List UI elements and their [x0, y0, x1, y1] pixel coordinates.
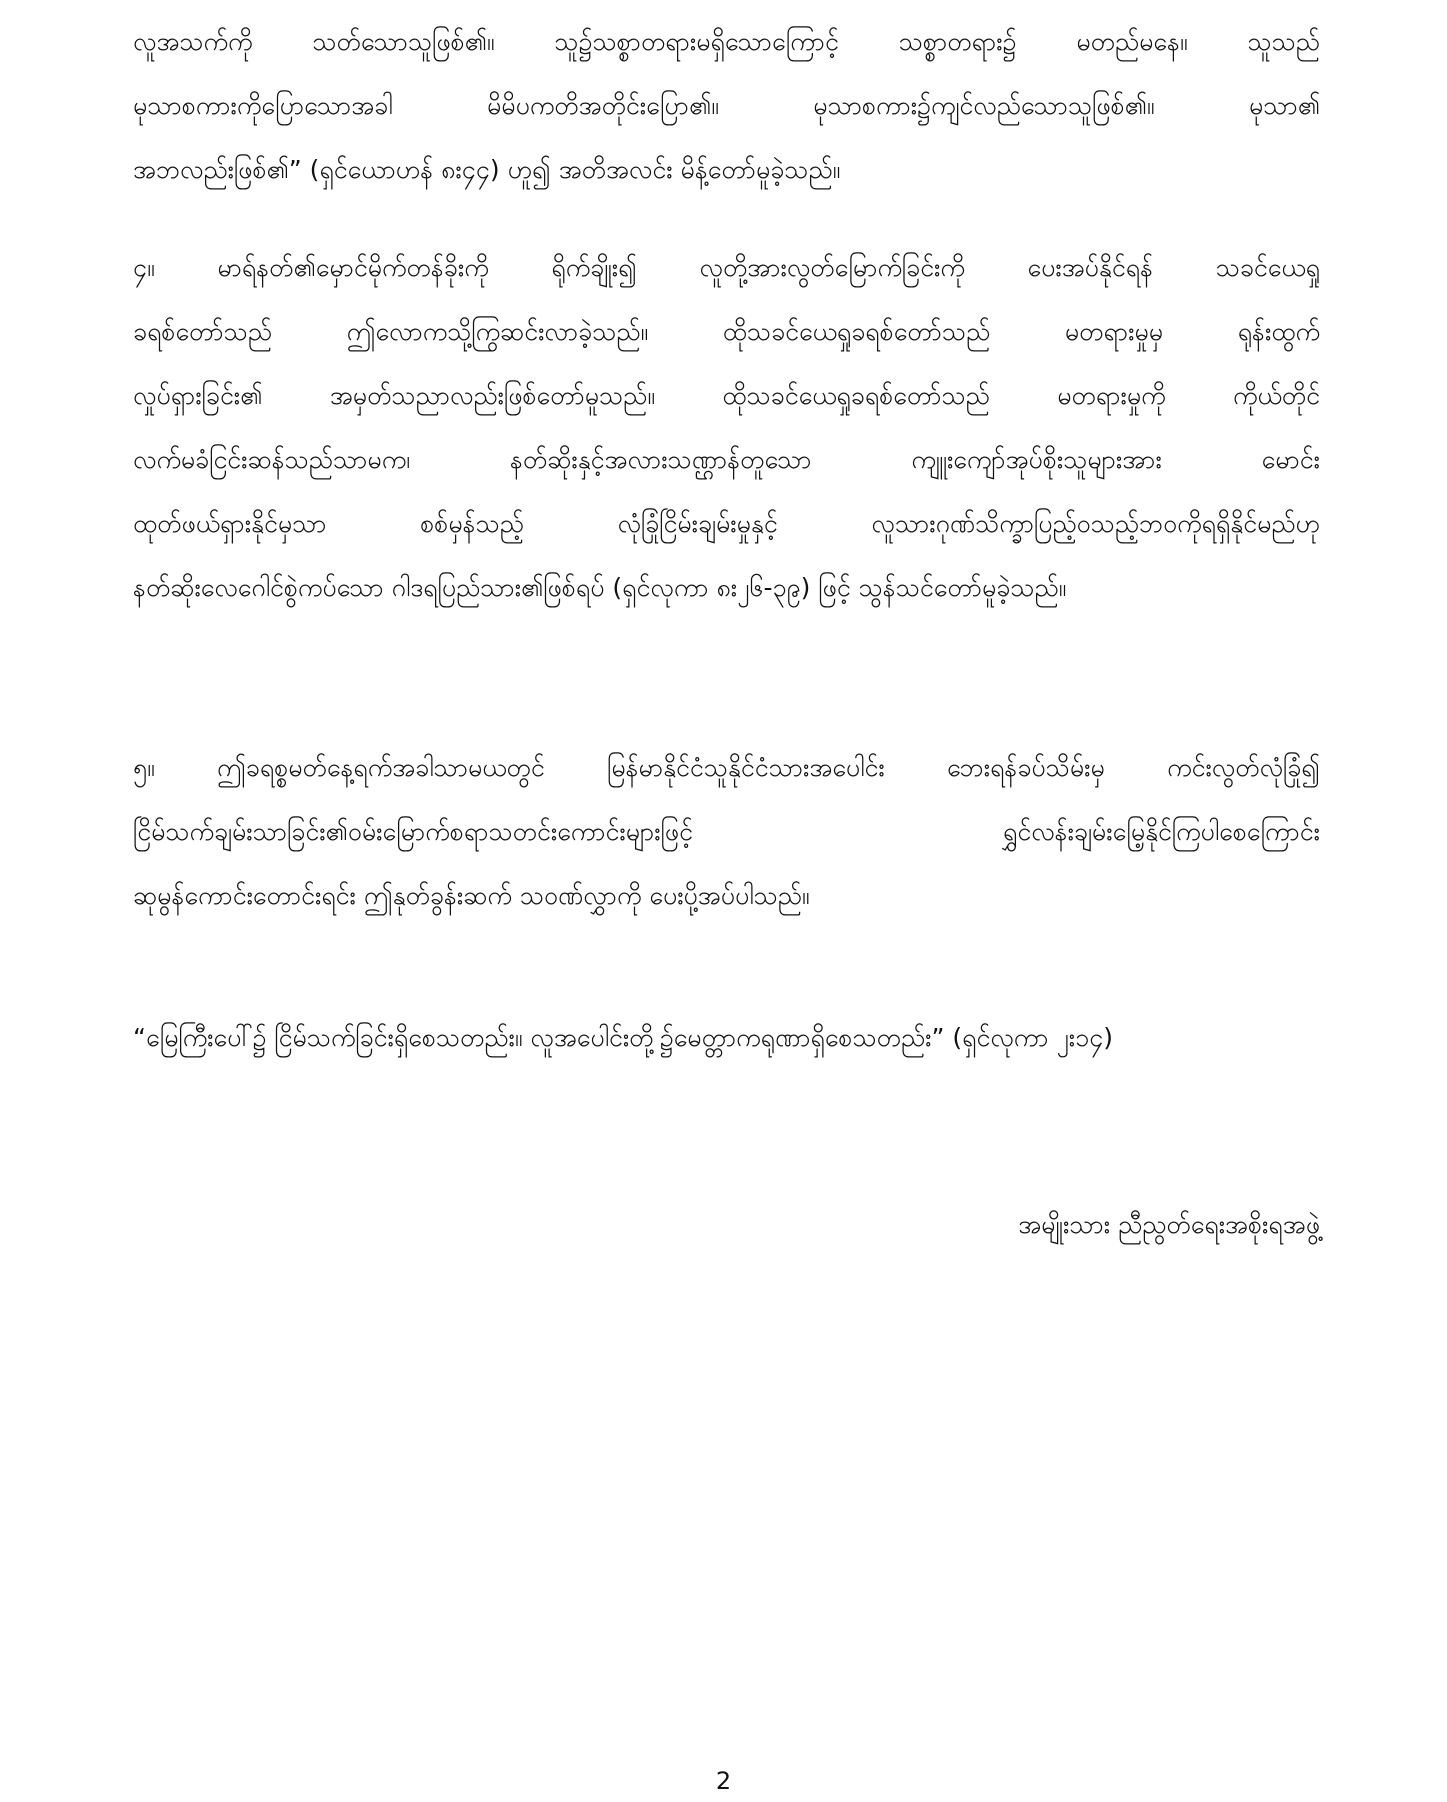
text-line: “မြေကြီးပေါ်၌ ငြိမ်သက်ခြင်းရှိစေသတည်း။ လူအပေါင်းတို့၌မေတ္တာကရုဏာရှိစေသတည်း” (ရှင်လုကာ ၂း၁၄) [133, 1023, 1114, 1052]
word: မုသာစကားကိုပြောသောအခါ [133, 91, 393, 120]
word: လှုပ်ရှားခြင်း၏ [133, 381, 263, 410]
text-line [133, 376, 1320, 416]
word: လုံခြုံငြိမ်းချမ်းမှုနှင့် [617, 509, 778, 538]
word: ထိုသခင်ယေရှုခရစ်တော်သည် [722, 381, 990, 410]
word: ငြိမ်သက်ချမ်းသာခြင်း၏ဝမ်းမြောက်စရာသတင်းကောင်းများဖြင့် [133, 817, 693, 846]
text-line: အဘလည်းဖြစ်၏” (ရှင်ယောဟန် ၈း၄၄) ဟူ၍ အတိအလင်း မိန့်တော်မူခဲ့သည်။ [133, 155, 841, 184]
word: လူတို့အားလွတ်မြောက်ခြင်းကို [699, 253, 965, 282]
word: ရုန်းထွက် [1237, 317, 1320, 346]
word: နတ်ဆိုးနှင့်အလားသဏ္ဌာန်တူသော [509, 445, 812, 474]
text-line [133, 312, 1320, 352]
word: ကိုယ်တိုင် [1233, 381, 1320, 410]
text-line [133, 504, 1320, 544]
word: သူ၌သစ္စာတရားမရှိသောကြောင့် [554, 27, 839, 56]
word: အမှတ်သညာလည်းဖြစ်တော်မူသည်။ [329, 381, 655, 410]
word: ထိုသခင်ယေရှုခရစ်တော်သည် [722, 317, 991, 346]
text-line [133, 22, 1320, 62]
word: လူအသက်ကို [133, 27, 253, 56]
word: မုသာစကား၌ကျင်လည်သောသူဖြစ်၏။ [813, 91, 1155, 120]
word: ထုတ်ဖယ်ရှားနိုင်မှသာ [133, 509, 327, 538]
word: စစ်မှန်သည့် [420, 509, 524, 538]
word: မတရားမှုမှ [1064, 317, 1164, 346]
word: လက်မခံငြင်းဆန်သည်သာမက၊ [133, 445, 411, 474]
word: ခရစ်တော်သည် [133, 317, 273, 346]
text-line [133, 248, 1320, 288]
text-line [133, 748, 1320, 788]
word: လူသားဂုဏ်သိက္ခာပြည့်ဝသည့်ဘဝကိုရရှိနိုင်မည်ဟု [871, 509, 1320, 538]
word: မာရ်နတ်၏မှောင်မိုက်တန်ခိုးကို [217, 253, 489, 282]
word: ကင်းလွတ်လုံခြုံ၍ [1167, 753, 1320, 782]
word: ပေးအပ်နိုင်ရန် [1027, 253, 1154, 282]
text-line: နတ်ဆိုးလေဂေါင်စွဲကပ်သော ဂါဒရပြည်သား၏ဖြစ်ရပ် (ရှင်လုကာ ၈း၂၆-၃၉) ဖြင့် သွန်သင်တော်မူခဲ့သည်။ [133, 573, 1067, 602]
text-line: ဆုမွန်ကောင်းတောင်းရင်း ဤနုတ်ခွန်းဆက် သဝဏ်လွှာကို ပေးပို့အပ်ပါသည်။ [133, 881, 810, 910]
text-line [133, 440, 1320, 480]
word: မတည်မနေ။ [1076, 27, 1188, 56]
word: သူသည် [1247, 27, 1320, 56]
word: ဘေးရန်ခပ်သိမ်းမှ [947, 753, 1105, 782]
word: ၅။ [133, 753, 155, 782]
signature: အမျိုးသား ညီညွတ်ရေးအစိုးရအဖွဲ့ [1018, 1210, 1320, 1239]
word: ၄။ [133, 253, 155, 282]
word: ရွှင်လန်းချမ်းမြေ့နိုင်ကြပါစေကြောင်း [1002, 817, 1320, 846]
word: သတ်သောသူဖြစ်၏။ [312, 27, 495, 56]
text-line [133, 86, 1320, 126]
word: ဤလောကသို့ကြွဆင်းလာခဲ့သည်။ [346, 317, 649, 346]
word: ရိုက်ချိုး၍ [551, 253, 637, 282]
word: မောင်း [1261, 445, 1320, 474]
word: မြန်မာနိုင်ငံသူနိုင်ငံသားအပေါင်း [607, 753, 885, 782]
word: မတရားမှုကို [1057, 381, 1166, 410]
word: မိမိပကတိအတိုင်းပြော၏။ [487, 91, 719, 120]
word: မုသာ၏ [1249, 91, 1320, 120]
word: ဤခရစ္စမတ်နေ့ရက်အခါသာမယတွင် [216, 753, 545, 782]
word: ကျူးကျော်အုပ်စိုးသူများအား [911, 445, 1162, 474]
word: သစ္စာတရား၌ [898, 27, 1017, 56]
text-line [133, 812, 1320, 852]
page-number: 2 [715, 1767, 732, 1795]
word: သခင်ယေရှု [1215, 253, 1320, 282]
